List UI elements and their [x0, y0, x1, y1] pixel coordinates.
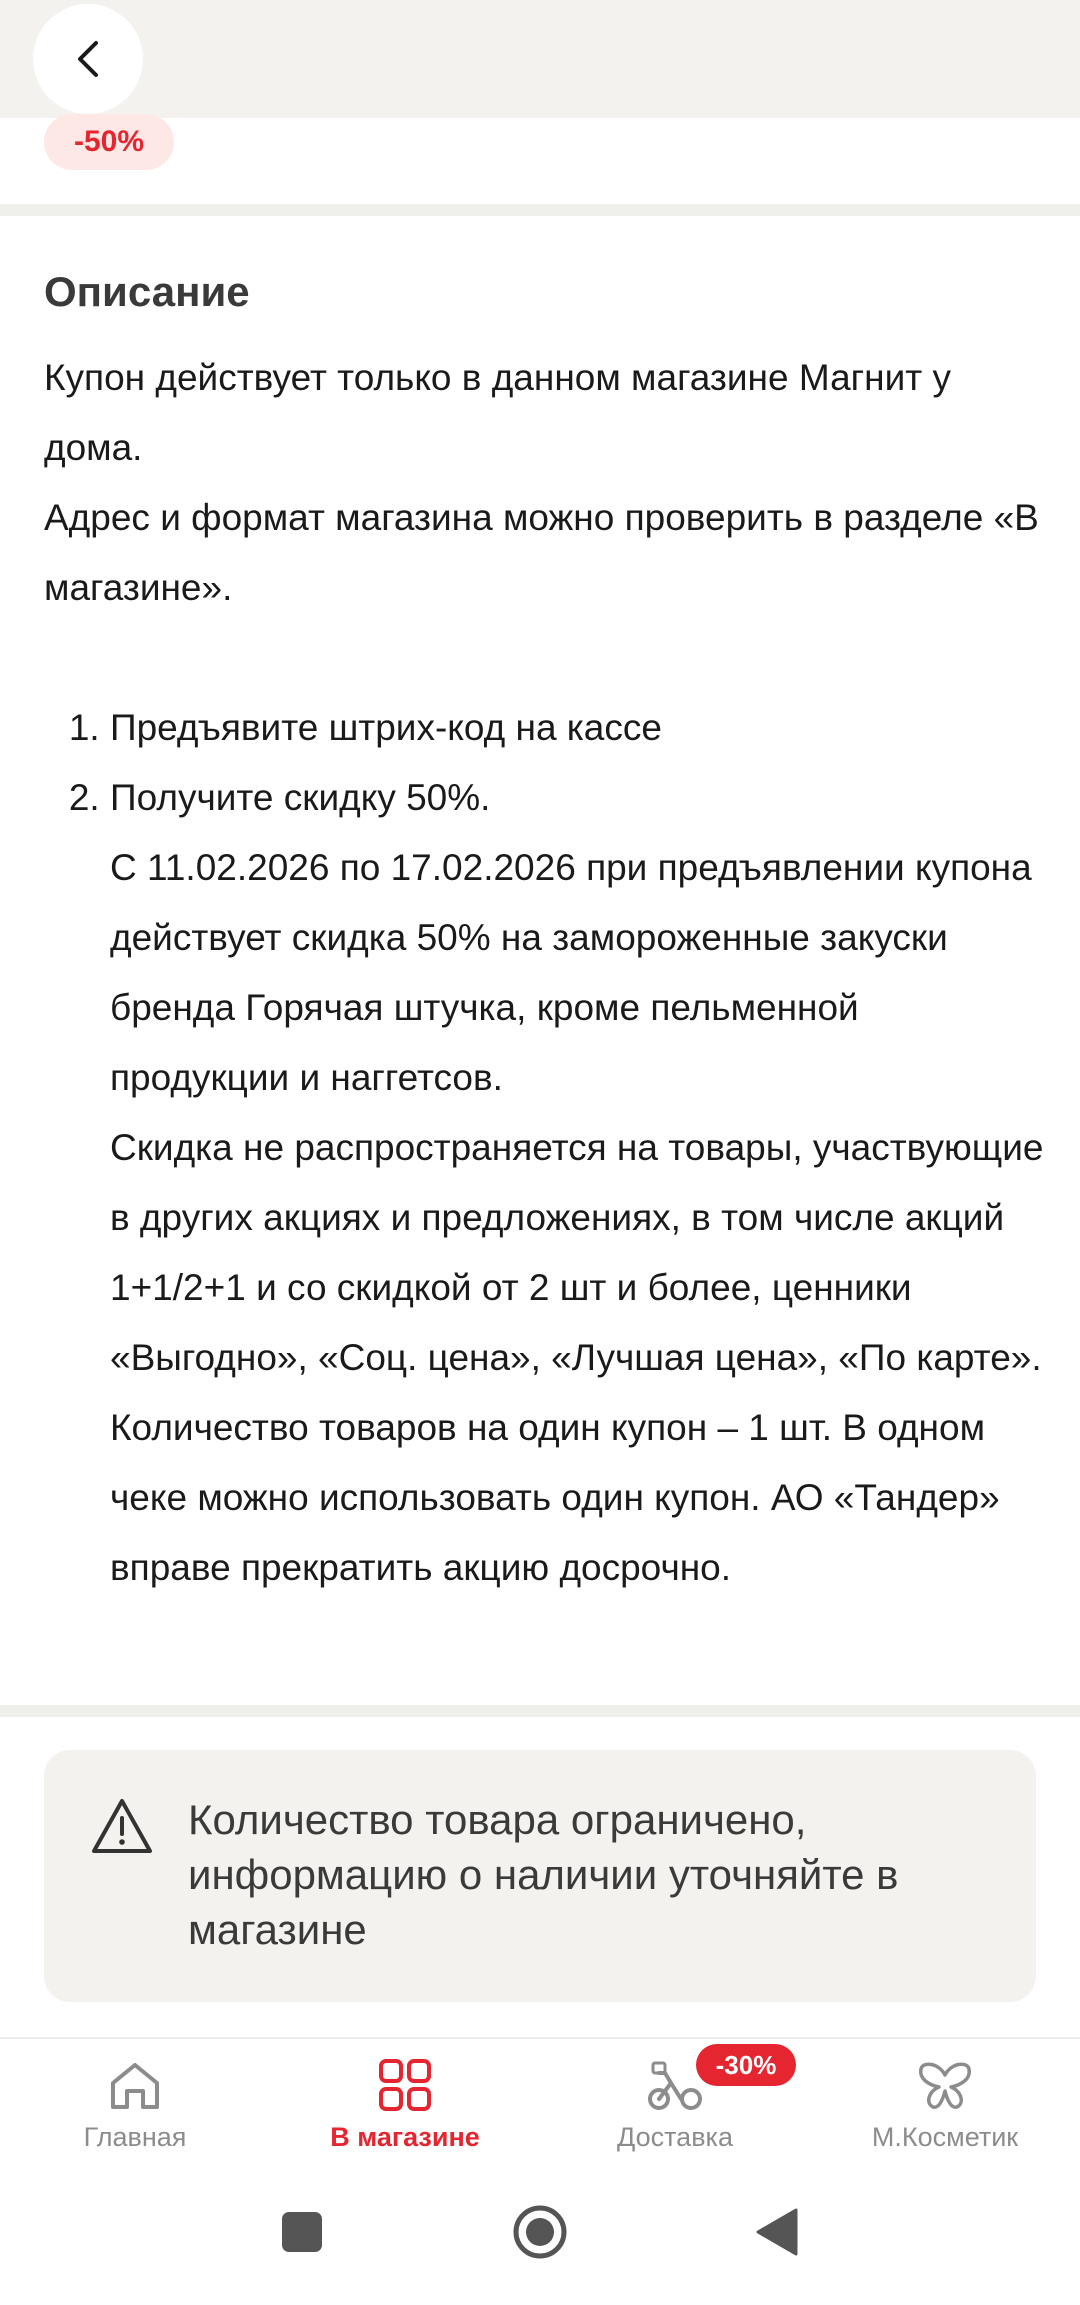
recent-apps-button[interactable]: [262, 2192, 342, 2272]
nav-label: Главная: [83, 2122, 187, 2152]
spacer: [44, 623, 1044, 693]
description-paragraph: Адрес и формат магазина можно проверить в разделе «В магазине».: [44, 497, 1039, 608]
coupon-terms: С 11.02.2026 по 17.02.2026 при предъявлении купона действует скидка 50% на замороженные закуски бренда Горячая штучка, кроме пельменной продукции и наггетсов.: [110, 847, 1032, 1098]
step-item: 1. Предъявите штрих-код на кассе: [110, 693, 1044, 763]
stock-warning-text: Количество товара ограничено, информацию о наличии уточняйте в магазине: [188, 1796, 899, 1953]
description-paragraph: Купон действует только в данном магазине Магнит у дома.: [44, 357, 951, 468]
back-button[interactable]: [33, 4, 143, 114]
system-back-button[interactable]: [736, 2192, 816, 2272]
square-icon: [280, 2210, 324, 2254]
section-divider: [0, 1705, 1080, 1717]
nav-label: В магазине: [330, 2122, 480, 2152]
nav-label: М.Косметик: [871, 2122, 1019, 2152]
nav-item-cosmetic[interactable]: [810, 2039, 1080, 2164]
top-bar: [0, 0, 1080, 118]
grid-icon: [375, 2055, 435, 2115]
stock-warning-card: [44, 1750, 1036, 2002]
home-button[interactable]: [500, 2192, 580, 2272]
home-icon: [105, 2055, 165, 2115]
nav-item-home[interactable]: [0, 2039, 270, 2164]
nav-item-in-store[interactable]: [270, 2039, 540, 2164]
warning-icon: [90, 1796, 154, 1856]
system-nav-bar: [0, 2162, 1080, 2305]
circle-icon: [510, 2202, 570, 2262]
step-item: 2. Получите скидку 50%. С 11.02.2026 по 17.02.2026 при предъявлении купона действует скидка 50% на замороженные закуски бренда Горячая штучка, кроме пельменной продукции и наггетсов. Скидка не распространяется на товары, участвующие в других акциях и предложениях, в том числе акций 1+1/2+1 и со скидкой от 2 шт и более, ценники «Выгодно», «Соц. цена», «Лучшая цена», «По карте». Количество товаров на один купон – 1 шт. В одном чеке можно использовать один купон. АО «Тандер» вправе прекратить акцию досрочно.: [110, 763, 1044, 1603]
section-divider: [0, 204, 1080, 216]
description-text: [44, 343, 1044, 1603]
triangle-back-icon: [752, 2206, 800, 2258]
discount-badge: -50%: [44, 114, 174, 170]
bottom-nav: [0, 2037, 1080, 2164]
delivery-discount-badge: -30%: [696, 2044, 796, 2086]
nav-label: Доставка: [617, 2122, 733, 2152]
chevron-left-icon: [66, 37, 110, 81]
description-title: Описание: [44, 268, 250, 315]
coupon-restrictions: Скидка не распространяется на товары, участвующие в других акциях и предложениях, в том числе акций 1+1/2+1 и со скидкой от 2 шт и более, ценники «Выгодно», «Соц. цена», «Лучшая цена», «По карте». Количество товаров на один купон – 1 шт. В одном чеке можно использовать один купон. АО «Тандер» вправе прекратить акцию досрочно.: [110, 1127, 1044, 1588]
butterfly-icon: [915, 2055, 975, 2115]
steps-list: [44, 693, 1044, 1603]
